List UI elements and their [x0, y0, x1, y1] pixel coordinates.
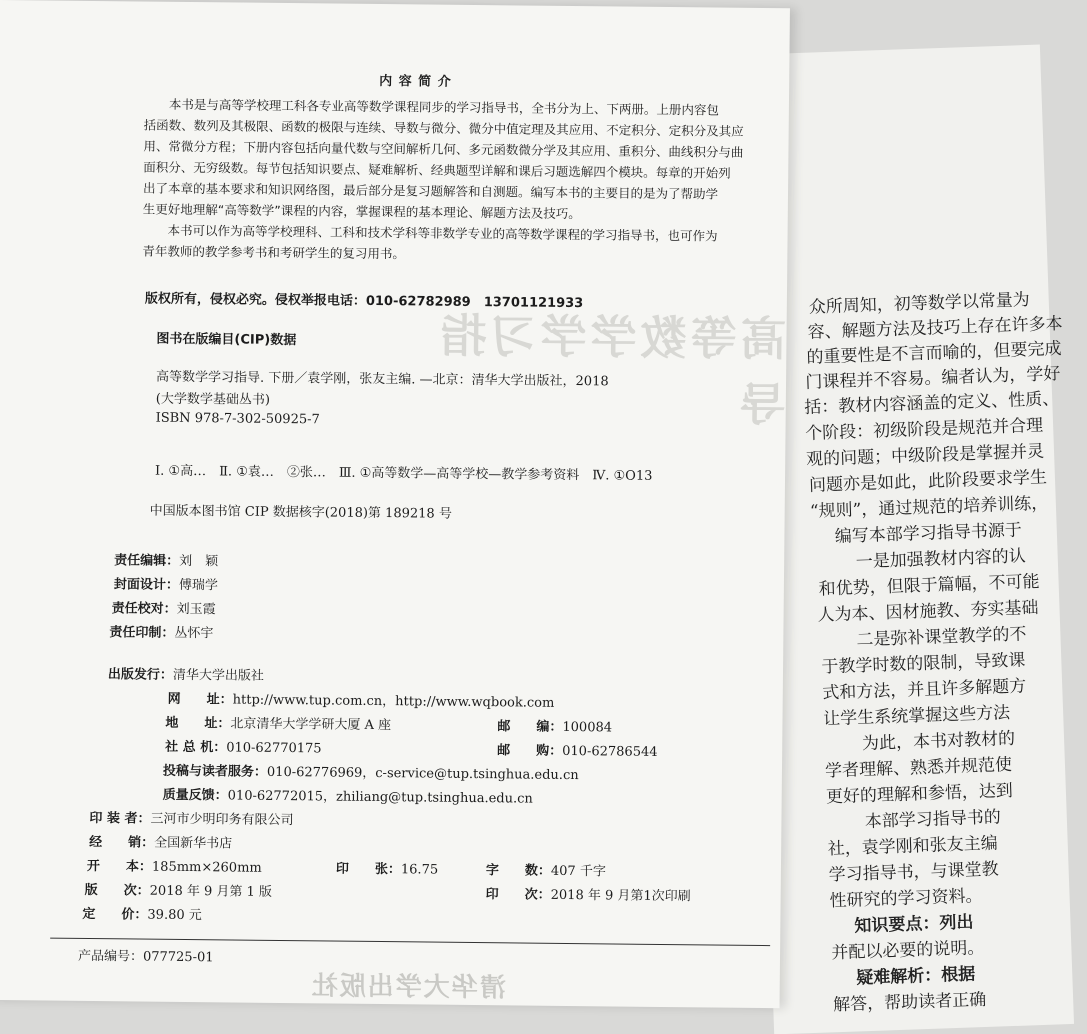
printing: 印 次：2018 年 9 月第1次印刷: [485, 887, 691, 905]
intro-line: 生更好地理解“高等数学”课程的内容，掌握课程的基本理论、解题方法及技巧。: [142, 201, 581, 222]
print-sheets: 印 张：16.75: [335, 861, 439, 878]
bleed-through-publisher: 清华大学出版社: [309, 971, 506, 1004]
cip-classification: Ⅰ. ①高… Ⅱ. ①袁… ②张… Ⅲ. ①高等数学—高等学校—教学参考资料 Ⅳ. ①O13: [154, 463, 653, 484]
right-page-line: 括：教材内容涵盖的定义、性质、: [804, 389, 1060, 418]
cip-record: 中国版本图书馆 CIP 数据核字(2018)第 189218 号: [149, 503, 452, 522]
right-page-line: 社，袁学刚和张友主编: [827, 833, 999, 860]
product-code: 产品编号：077725-01: [77, 948, 214, 966]
publisher-submission: 投稿与读者服务：010-62776969，c-service@tup.tsinghua.edu.cn: [162, 763, 579, 784]
publisher: 出版发行：清华大学出版社: [107, 667, 265, 684]
intro-line: 面积分、无穷级数。每节包括知识要点、疑难解析、经典题型详解和课后习题选解四个模块。每章的开始列: [143, 159, 731, 181]
publisher-address: 地 址：北京清华大学学研大厦 A 座: [165, 715, 392, 734]
publisher-feedback: 质量反馈：010-62772015，zhiliang@tup.tsinghua.edu.cn: [162, 787, 533, 807]
right-page: [740, 45, 1074, 1034]
right-page-line: 疑难解析：根据: [855, 964, 976, 989]
right-page-line: 于教学时数的限制，导致课: [821, 650, 1026, 678]
publisher-switchboard: 社 总 机：010-62770175: [165, 739, 322, 757]
right-page-line: 一是加强教材内容的认: [855, 546, 1027, 573]
right-page-line: 学习指导书，与课堂教: [828, 859, 999, 886]
right-page-line: 学者理解、熟悉并规范使: [824, 754, 1013, 782]
right-page-line: 观的问题；中级阶段是掌握并灵: [805, 441, 1045, 470]
publisher-website: 网 址：http://www.tup.com.cn，http://www.wqbook.com: [167, 691, 555, 711]
right-page-line: 问题亦是如此，此阶段要求学生: [808, 467, 1048, 496]
publisher-zip: 邮 编：100084: [497, 719, 613, 736]
intro-title: 内 容 简 介: [379, 73, 452, 90]
right-page-line: 众所周知，初等数学以常量为: [808, 290, 1031, 318]
right-page-line: 门课程并不容易。编者认为，学好: [805, 364, 1061, 393]
right-page-line: 容、解题方法及技巧上存在许多本: [807, 313, 1063, 343]
right-page-line: 和优势，但限于篇幅，不可能: [818, 571, 1040, 600]
cip-line-2: (大学数学基础丛书): [155, 391, 271, 408]
copyright-notice: 版权所有，侵权必究。侵权举报电话：010-62782989 13701121933: [144, 291, 584, 312]
right-page-line: 人为本、因材施教、夯实基础: [817, 597, 1039, 626]
right-page-line: 二是弥补课堂教学的不: [856, 624, 1027, 651]
right-page-line: 编写本部学习指导书源于: [834, 520, 1023, 547]
staff-item: 责任编辑：刘 颖: [114, 553, 219, 570]
right-page-line: 个阶段：初级阶段是规范并合理: [804, 415, 1044, 444]
intro-line: 青年教师的教学参考书和考研学生的复习用书。: [142, 243, 405, 262]
publisher-mail-order: 邮 购：010-62786544: [497, 743, 658, 760]
intro-line: 括函数、数列及其极限、函数的极限与连续、导数与微分、微分中值定理及其应用、不定积分、定积分及其应: [143, 117, 744, 139]
staff-item: 责任校对：刘玉霞: [111, 601, 216, 618]
right-page-line: 本部学习指导书的: [864, 807, 1002, 833]
right-page-line: 的重要性是不言而喻的，但要完成: [806, 338, 1062, 368]
right-page-line: “规则”，通过规范的培养训练，: [809, 493, 1049, 522]
intro-line: 本书是与高等学校理工科各专业高等数学课程同步的学习指导书，全书分为上、下两册。上册内容包: [168, 96, 719, 118]
right-page-line: 更好的理解和参悟，达到: [825, 780, 1014, 808]
right-page-line: 为此，本书对教材的: [861, 728, 1016, 755]
cip-isbn: ISBN 978-7-302-50925-7: [155, 410, 320, 428]
word-count: 字 数：407 千字: [485, 863, 606, 880]
cip-line-1: 高等数学学习指导. 下册／袁学刚，张友主编. —北京：清华大学出版社，2018: [155, 369, 609, 390]
staff-item: 责任印制：丛怀宇: [109, 625, 214, 642]
price: 定 价：39.80 元: [82, 906, 202, 924]
edition: 版 次：2018 年 9 月第 1 版: [84, 882, 273, 900]
bleed-through-title: 高等数学学习指导: [436, 308, 787, 433]
distributor: 经 销：全国新华书店: [89, 834, 233, 852]
right-page-line: 解答，帮助读者正确: [832, 989, 987, 1016]
intro-line: 出了本章的基本要求和知识网络图，最后部分是复习题解答和自测题。编写本书的主要目的是为了帮助学: [142, 180, 719, 202]
right-page-line: 让学生系统掌握这些方法: [822, 702, 1011, 730]
intro-line: 本书可以作为高等学校理科、工科和技术学科等非数学专业的高等数学课程的学习指导书，也可作为: [167, 222, 718, 244]
cip-heading: 图书在版编目(CIP)数据: [156, 331, 297, 349]
staff-item: 封面设计：傅瑞学: [113, 577, 218, 594]
right-page-line: 并配以必要的说明。: [831, 938, 985, 964]
right-page-line: 性研究的学习资料。: [829, 886, 983, 912]
printer: 印 装 者：三河市少明印务有限公司: [89, 810, 294, 829]
right-page-line: 式和方法，并且许多解题方: [821, 676, 1027, 704]
book-format: 开 本：185mm×260mm: [86, 858, 262, 876]
intro-line: 用、常微分方程；下册内容包括向量代数与空间解析几何、多元函数微分学及其应用、重积分、曲线积分与曲: [143, 138, 744, 160]
right-page-line: 知识要点：列出: [854, 912, 974, 937]
